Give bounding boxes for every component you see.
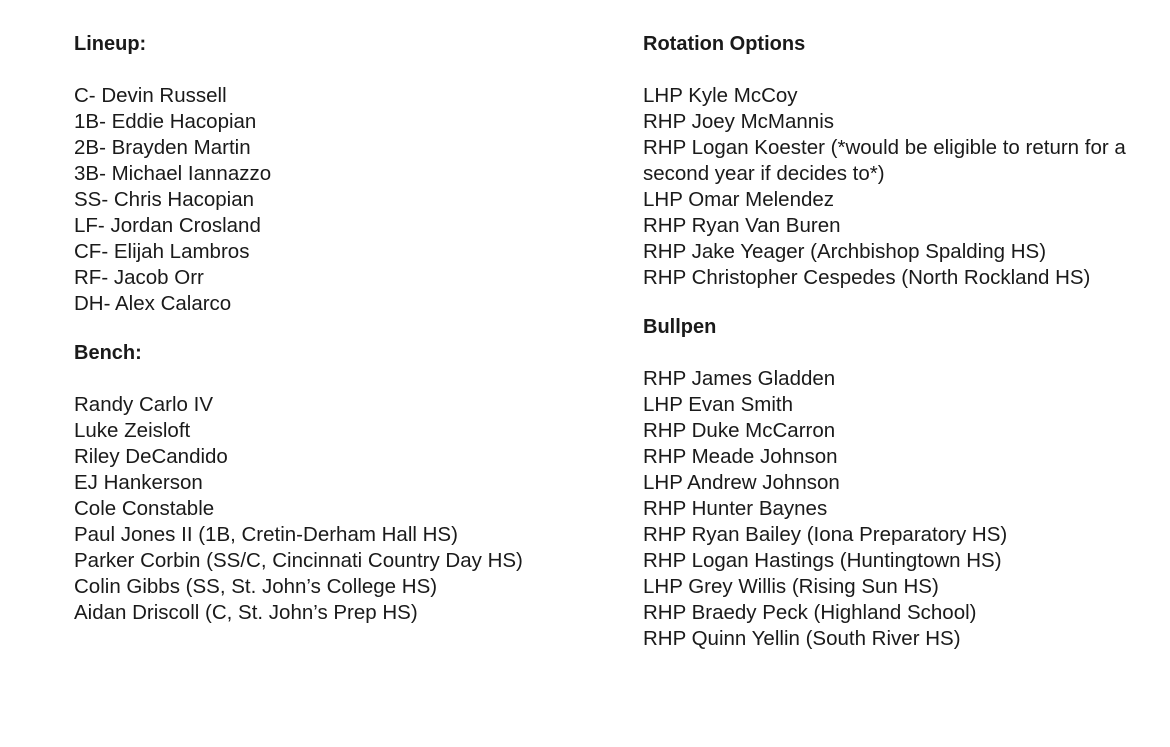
bench-heading: Bench: xyxy=(74,342,142,364)
bullpen-item: RHP Logan Hastings (Huntingtown HS) xyxy=(643,549,1002,572)
lineup-item: DH- Alex Calarco xyxy=(74,292,232,315)
right-column xyxy=(643,31,1143,652)
rotation-item: LHP Kyle McCoy xyxy=(643,84,798,107)
bench-item: Luke Zeisloft xyxy=(74,419,191,442)
bench-item: Parker Corbin (SS/C, Cincinnati Country Day HS) xyxy=(74,549,523,572)
lineup-item: CF- Elijah Lambros xyxy=(74,240,250,263)
lineup-item: 2B- Brayden Martin xyxy=(74,136,251,159)
bench-item: EJ Hankerson xyxy=(74,471,203,494)
lineup-heading: Lineup: xyxy=(74,33,147,55)
bullpen-heading: Bullpen xyxy=(643,316,717,338)
bullpen-list xyxy=(643,366,1143,652)
bench-item: Paul Jones II (1B, Cretin-Derham Hall HS) xyxy=(74,523,458,546)
bullpen-item: RHP Meade Johnson xyxy=(643,445,838,468)
lineup-item: 1B- Eddie Hacopian xyxy=(74,110,257,133)
bullpen-item: LHP Grey Willis (Rising Sun HS) xyxy=(643,575,939,598)
bullpen-item: RHP Duke McCarron xyxy=(643,419,836,442)
lineup-list xyxy=(74,83,544,317)
bullpen-item: LHP Andrew Johnson xyxy=(643,471,840,494)
bullpen-item: RHP Braedy Peck (Highland School) xyxy=(643,601,977,624)
lineup-item: C- Devin Russell xyxy=(74,84,227,107)
rotation-item: RHP Christopher Cespedes (North Rockland HS) xyxy=(643,266,1091,289)
left-column xyxy=(74,31,544,626)
bench-item: Colin Gibbs (SS, St. John’s College HS) xyxy=(74,575,438,598)
bullpen-item: LHP Evan Smith xyxy=(643,393,794,416)
lineup-item: 3B- Michael Iannazzo xyxy=(74,162,272,185)
bullpen-item: RHP James Gladden xyxy=(643,367,836,390)
rotation-item: LHP Omar Melendez xyxy=(643,188,835,211)
bench-list xyxy=(74,392,544,626)
rotation-heading: Rotation Options xyxy=(643,33,806,55)
lineup-item: RF- Jacob Orr xyxy=(74,266,204,289)
rotation-item: RHP Logan Koester (*would be eligible to return for a second year if decides to*) xyxy=(643,136,1126,185)
rotation-list xyxy=(643,83,1143,291)
bench-item: Cole Constable xyxy=(74,497,215,520)
bench-item: Randy Carlo IV xyxy=(74,393,214,416)
bench-item: Riley DeCandido xyxy=(74,445,228,468)
rotation-item: RHP Ryan Van Buren xyxy=(643,214,841,237)
rotation-item: RHP Joey McMannis xyxy=(643,110,835,133)
bullpen-item: RHP Ryan Bailey (Iona Preparatory HS) xyxy=(643,523,1008,546)
bullpen-item: RHP Hunter Baynes xyxy=(643,497,828,520)
rotation-item: RHP Jake Yeager (Archbishop Spalding HS) xyxy=(643,240,1047,263)
bullpen-item: RHP Quinn Yellin (South River HS) xyxy=(643,627,961,650)
lineup-item: LF- Jordan Crosland xyxy=(74,214,261,237)
lineup-item: SS- Chris Hacopian xyxy=(74,188,255,211)
bench-item: Aidan Driscoll (C, St. John’s Prep HS) xyxy=(74,601,418,624)
